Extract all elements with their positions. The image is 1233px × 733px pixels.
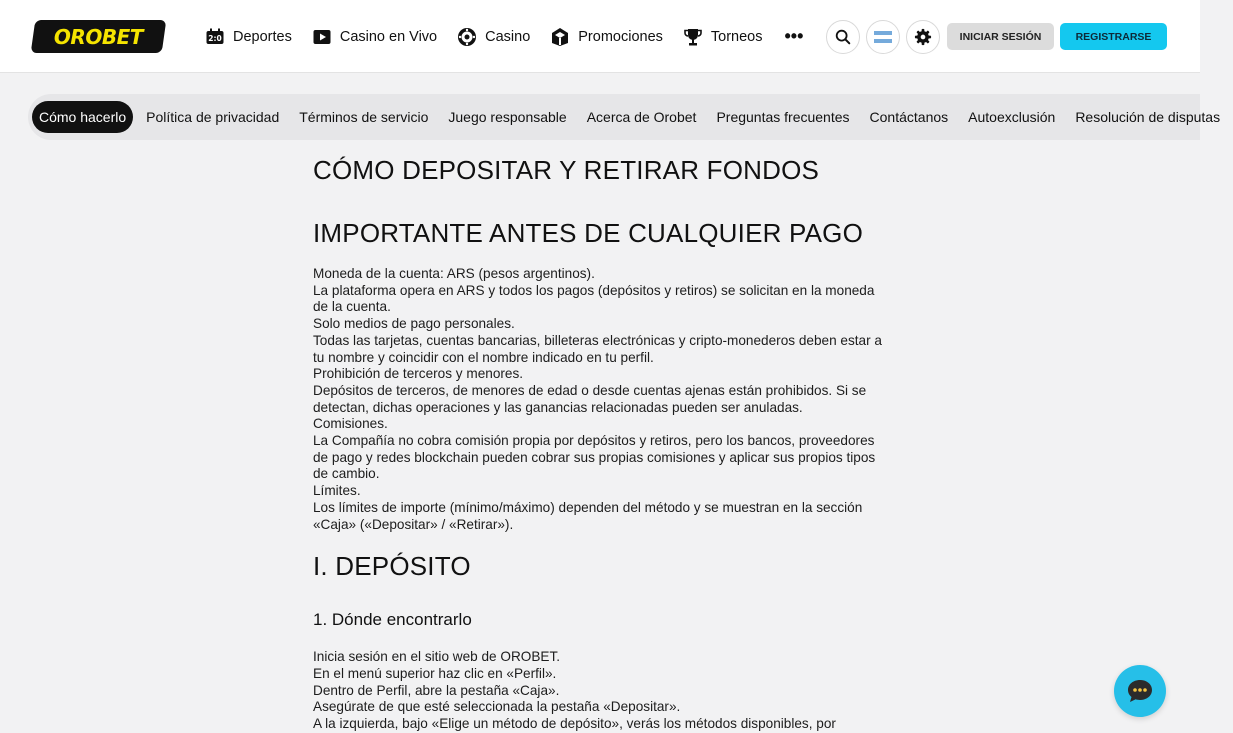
article-content — [313, 155, 893, 733]
chat-bubble-icon — [1125, 676, 1155, 706]
nav-item-promociones[interactable] — [550, 27, 663, 47]
nav-label: Casino en Vivo — [339, 28, 438, 45]
subsection-title: 1. Dónde encontrarlo — [313, 610, 472, 630]
chat-support-button[interactable] — [1114, 665, 1166, 717]
argentina-flag-icon — [874, 31, 892, 43]
logo-text: OROBET — [54, 24, 143, 49]
tab-preguntas-frecuentes[interactable]: Preguntas frecuentes — [716, 109, 850, 125]
svg-text:2:0: 2:0 — [208, 33, 222, 43]
tab-como-hacerlo[interactable]: Cómo hacerlo — [32, 101, 133, 133]
page-title: CÓMO DEPOSITAR Y RETIRAR FONDOS — [313, 155, 820, 185]
paragraph-line: Comisiones. — [313, 416, 388, 432]
gear-icon — [914, 28, 932, 46]
play-icon — [312, 27, 332, 47]
search-icon — [834, 28, 852, 46]
nav-item-deportes[interactable] — [205, 27, 292, 47]
section-title-deposito: I. DEPÓSITO — [313, 551, 471, 582]
paragraph-line: En el menú superior haz clic en «Perfil». — [313, 665, 557, 681]
nav-label: Deportes — [233, 28, 292, 45]
tab-politica-privacidad[interactable]: Política de privacidad — [146, 109, 280, 125]
more-menu-button[interactable]: ••• — [784, 26, 804, 46]
language-button[interactable] — [866, 20, 900, 54]
paragraph-line: A la izquierda, bajo «Elige un método de depósito», verás los métodos disponibles, por — [313, 716, 836, 732]
section-body-importante — [313, 266, 893, 533]
register-button[interactable]: REGISTRARSE — [1060, 23, 1167, 50]
nav-item-casino[interactable] — [457, 27, 530, 47]
paragraph-line: Prohibición de terceros y menores. — [313, 366, 524, 382]
tab-acerca-de[interactable]: Acerca de Orobet — [586, 109, 697, 125]
paragraph-line: Solo medios de pago personales. — [313, 316, 515, 332]
paragraph-line: La plataforma opera en ARS y todos los pagos (depósitos y retiros) se solicitan en la moneda de la cuenta. — [313, 282, 875, 315]
tab-juego-responsable[interactable]: Juego responsable — [448, 109, 567, 125]
top-header — [0, 0, 1200, 73]
paragraph-line: Inicia sesión en el sitio web de OROBET. — [313, 649, 561, 665]
tab-terminos-servicio[interactable]: Términos de servicio — [299, 109, 429, 125]
section-title-importante: IMPORTANTE ANTES DE CUALQUIER PAGO — [313, 218, 864, 248]
paragraph-line: Depósitos de terceros, de menores de edad o desde cuentas ajenas están prohibidos. Si se detectan, dichas operaciones y las ganancias relacionadas pueden ser anuladas. — [313, 382, 867, 415]
roulette-icon — [457, 27, 477, 47]
paragraph-line: La Compañía no cobra comisión propia por depósitos y retiros, pero los bancos, proveedores de pago y redes blockchain pueden cobrar sus propias comisiones y aplicar sus propios tipos de cambio. — [313, 433, 876, 482]
nav-item-casino-en-vivo[interactable] — [312, 27, 437, 47]
nav-label: Torneos — [710, 28, 763, 45]
gift-icon — [550, 27, 570, 47]
paragraph-line: Dentro de Perfil, abre la pestaña «Caja». — [313, 682, 560, 698]
tab-autoexclusion[interactable]: Autoexclusión — [968, 109, 1056, 125]
orobet-logo[interactable] — [31, 20, 167, 53]
trophy-icon — [683, 27, 703, 47]
tab-contactanos[interactable]: Contáctanos — [869, 109, 949, 125]
subsection-body — [313, 649, 893, 733]
search-button[interactable] — [826, 20, 860, 54]
paragraph-line: Límites. — [313, 483, 361, 499]
paragraph-line: Asegúrate de que esté seleccionada la pestaña «Depositar». — [313, 699, 681, 715]
paragraph-line: Todas las tarjetas, cuentas bancarias, billeteras electrónicas y cripto-monederos deben estar a tu nombre y coincidir con el nombre indicado en tu perfil. — [313, 332, 882, 365]
help-tabs-bar — [28, 94, 1221, 140]
nav-item-torneos[interactable] — [683, 27, 763, 47]
settings-button[interactable] — [906, 20, 940, 54]
login-button[interactable]: INICIAR SESIÓN — [947, 23, 1054, 50]
tab-resolucion-disputas[interactable]: Resolución de disputas — [1075, 109, 1221, 125]
paragraph-line: Moneda de la cuenta: ARS (pesos argentinos). — [313, 266, 595, 281]
main-nav — [205, 0, 803, 73]
paragraph-line: Los límites de importe (mínimo/máximo) dependen del método y se muestran en la sección «Caja» («Depositar» / «Retirar»). — [313, 499, 863, 532]
nav-label: Casino — [485, 28, 531, 45]
scoreboard-icon — [205, 27, 225, 47]
nav-label: Promociones — [578, 28, 663, 45]
